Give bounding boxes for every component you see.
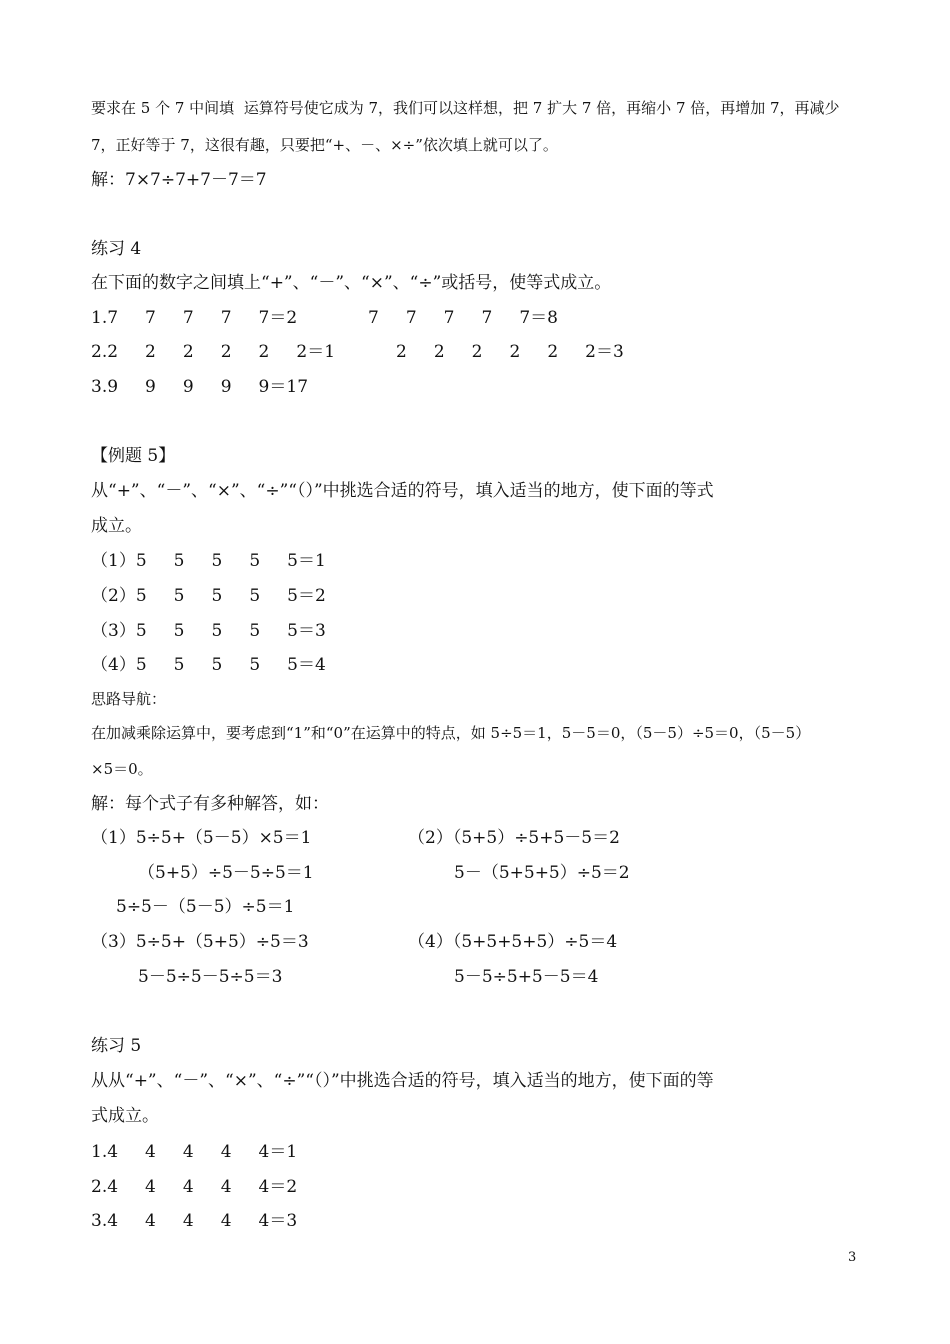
solution-1-line-1: （1）5÷5+（5－5）×5＝1: [91, 828, 312, 848]
practice4-title: 练习 4: [91, 239, 142, 259]
example5-item-1: （1）5 5 5 5 5＝1: [91, 551, 326, 571]
practice5-row-3: 3.4 4 4 4 4＝3: [91, 1211, 298, 1231]
practice5-row-2: 2.4 4 4 4 4＝2: [91, 1177, 298, 1197]
practice4-row-1-left: 1.7 7 7 7 7＝2: [91, 308, 298, 328]
example5-instruction-line-1: 从“+”、“－”、“×”、“÷”“（）”中挑选合适的符号，填入适当的地方，使下面的等式: [91, 481, 714, 501]
solution-1-line-3: 5÷5－（5－5）÷5＝1: [116, 897, 295, 917]
example5-item-2: （2）5 5 5 5 5＝2: [91, 586, 326, 606]
solution-1-line-2: （5+5）÷5－5÷5＝1: [138, 863, 314, 883]
solution-2-line-2: 5－（5+5+5）÷5＝2: [454, 863, 630, 883]
intro-line-2: 7，正好等于 7，这很有趣，只要把“+、－、×÷”依次填上就可以了。: [91, 136, 558, 154]
example5-hint-title: 思路导航：: [91, 690, 167, 708]
solution-3-line-1: （3）5÷5+（5+5）÷5＝3: [91, 932, 309, 952]
practice5-title: 练习 5: [91, 1036, 142, 1056]
intro-line-1: 要求在 5 个 7 中间填 运算符号使它成为 7，我们可以这样想，把 7 扩大 7 倍，再缩小 7 倍，再增加 7，再减少: [91, 99, 840, 117]
intro-solution: 解：7×7÷7+7－7＝7: [91, 170, 267, 190]
example5-instruction-line-2: 成立。: [91, 516, 142, 536]
practice4-row-2-right: 2 2 2 2 2 2＝3: [396, 342, 624, 362]
solution-4-line-2: 5－5÷5+5－5＝4: [454, 967, 599, 987]
example5-hint-line-1: 在加减乘除运算中，要考虑到“1”和“0”在运算中的特点，如 5÷5＝1，5－5＝0，（5－5）÷5＝0，（5－5）: [91, 724, 811, 742]
practice4-row-2-left: 2.2 2 2 2 2 2＝1: [91, 342, 336, 362]
practice4-instruction: 在下面的数字之间填上“+”、“－”、“×”、“÷”或括号，使等式成立。: [91, 273, 612, 293]
practice4-row-3-left: 3.9 9 9 9 9＝17: [91, 377, 309, 397]
practice4-row-1-right: 7 7 7 7 7＝8: [368, 308, 558, 328]
practice5-instruction-line-1: 从从“+”、“－”、“×”、“÷”“（）”中挑选合适的符号，填入适当的地方，使下面的等: [91, 1071, 714, 1091]
solution-4-line-1: （4）（5+5+5+5）÷5＝4: [408, 932, 618, 952]
solution-3-line-2: 5－5÷5－5÷5＝3: [138, 967, 283, 987]
practice5-instruction-line-2: 式成立。: [91, 1106, 159, 1126]
solution-2-line-1: （2）（5+5）÷5+5－5＝2: [408, 828, 620, 848]
example5-title: 【例题 5】: [91, 446, 176, 466]
page-number: 3: [848, 1250, 857, 1265]
example5-item-4: （4）5 5 5 5 5＝4: [91, 655, 326, 675]
example5-hint-line-2: ×5＝0。: [91, 760, 153, 778]
practice5-row-1: 1.4 4 4 4 4＝1: [91, 1142, 298, 1162]
example5-solution-title: 解：每个式子有多种解答，如：: [91, 794, 329, 814]
example5-item-3: （3）5 5 5 5 5＝3: [91, 621, 326, 641]
